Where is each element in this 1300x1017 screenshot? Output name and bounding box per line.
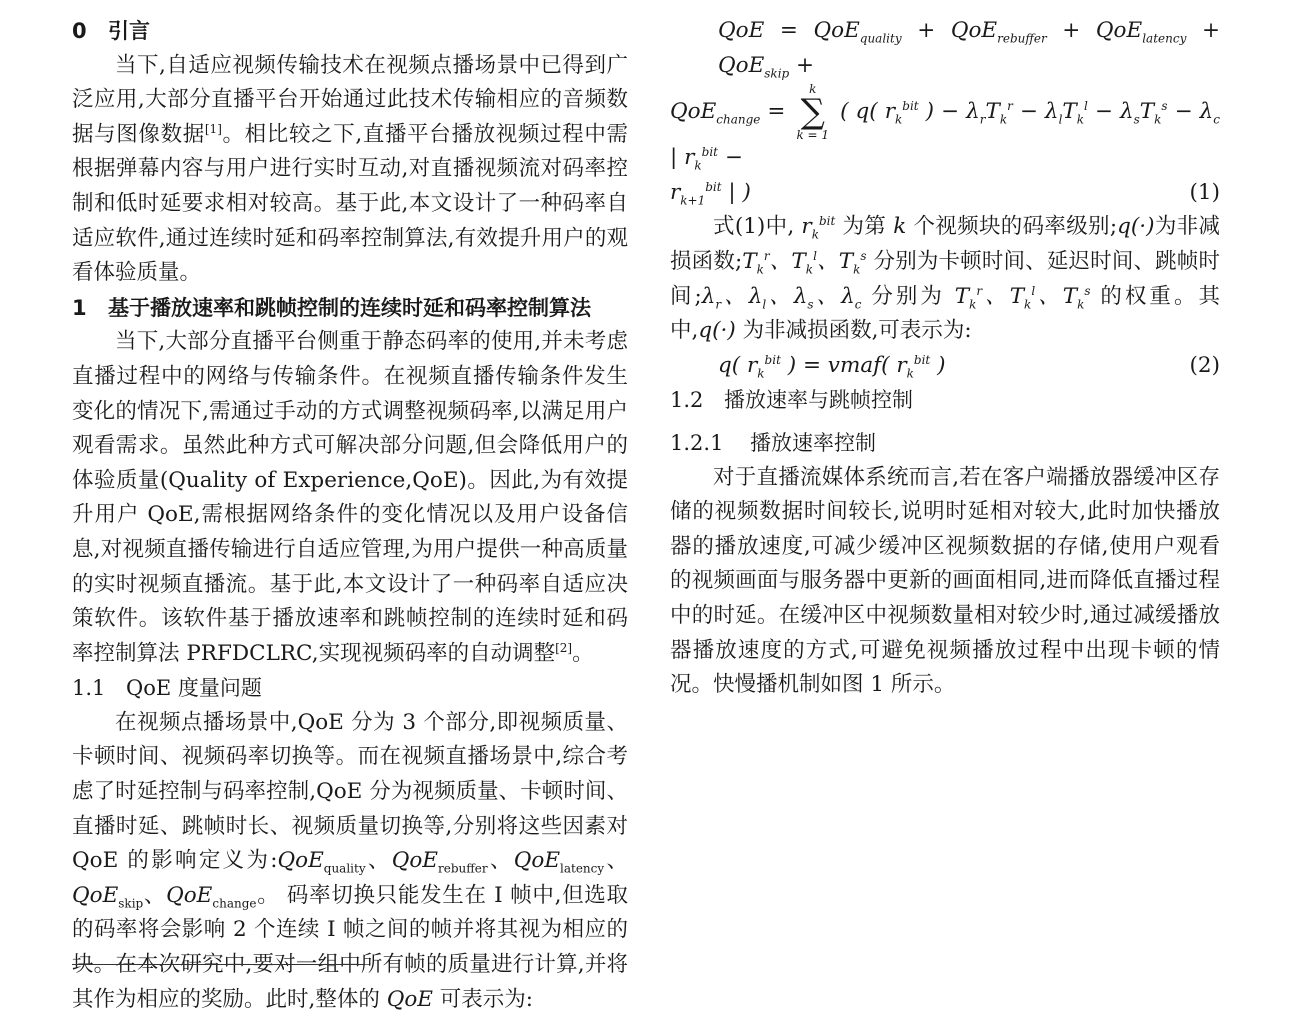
section1-2-heading xyxy=(670,383,1220,418)
section1-2-1-heading xyxy=(670,426,1220,461)
citation-1[interactable]: [1] xyxy=(204,121,222,136)
section1-2-1-heading-number: 1.2.1 xyxy=(670,430,724,455)
section1-1-paragraph: 在视频点播场景中,QoE 分为 3 个部分,即视频质量、卡顿时间、视频码率切换等。而在视频直播场景中,综合考虑了时延控制与码率控制,QoE 分为视频质量、卡顿时间、直播时延、跳帧时长、视频质量切换等,分别将这些因素对 QoE 的影响定义为:QoE$_{quality}$、QoE$_{rebuffer}$、QoE$_{latency}$、QoE$_{skip}$、QoE$_{change}$。 码率切换只能发生在 I 帧中,但选取的码率将会影响 2 个连续 I 帧之间的帧并将其视为相应的块。在本次研究中,要对一组中所有帧的质量进行计算,并将其作为相应的奖励。此时,整体的 QoE 可表示为: xyxy=(72,709,628,1012)
intro-heading-text: 引言 xyxy=(108,19,150,43)
section1-2-1-heading-text: 播放速率控制 xyxy=(750,430,876,455)
section1-heading-text: 基于播放速率和跳帧控制的连续时延和码率控制算法 xyxy=(108,295,591,320)
section1-2-heading-text: 播放速率与跳帧控制 xyxy=(724,388,913,413)
equation-1-line-1: QoE = QoE$_{quality}$ + QoE$_{rebuffer}$ + QoE$_{latency}$ + QoE$_{skip}$ + xyxy=(718,18,1220,80)
equation-2: q( $r_k^{bit}$ ) = vmaf( $r_k^{bit}$ ) (2) xyxy=(670,349,1220,384)
left-column xyxy=(72,14,628,1017)
section1-heading-number: 1 xyxy=(72,295,87,320)
citation-2[interactable]: [2] xyxy=(555,640,573,655)
footnote-divider xyxy=(72,964,364,965)
section1-1-heading xyxy=(72,671,628,706)
intro-heading-number: 0 xyxy=(72,19,87,43)
section1-2-1-paragraph: 对于直播流媒体系统而言,若在客户端播放器缓冲区存储的视频数据时间较长,说明时延相对较大,此时加快播放器的播放速度,可减少缓冲区视频数据的存储,使用户观看的视频画面与服务器中更新的画面相同,进而降低直播过程中的时延。在缓冲区中视频数量相对较少时,通过减缓播放器播放速度的方式,可避免视频播放过程中出现卡顿的情况。快慢播机制如图 1 所示。 xyxy=(670,464,1220,698)
equation-1-line-3: $r_{k+1}^{bit}$ | ) (1) xyxy=(670,176,1220,211)
right-column xyxy=(670,14,1220,703)
intro-heading xyxy=(72,14,628,49)
equation-2-number: (2) xyxy=(1189,352,1220,378)
section1-paragraph: 当下,大部分直播平台侧重于静态码率的使用,并未考虑直播过程中的网络与传输条件。在视频直播传输条件发生变化的情况下,需通过手动的方式调整视频码率,以满足用户观看需求。虽然此种方式可解决部分问题,但会降低用户的体验质量(Quality of Experience,QoE)。因此,为有效提升用户 QoE,需根据网络条件的变化情况以及用户设备信息,对视频直播传输进行自适应管理,为用户提供一种高质量的实时视频直播流。基于此,本文设计了一种码率自适应决策软件。该软件基于播放速率和跳帧控制的连续时延和码率控制算法 PRFDCLRC,实现视频码率的自动调整[2]。 xyxy=(72,329,628,666)
section1-1-heading-number: 1.1 xyxy=(72,676,106,701)
equation-1 xyxy=(670,14,1220,210)
section1-2-heading-number: 1.2 xyxy=(670,388,704,413)
intro-paragraph: 当下,自适应视频传输技术在视频点播场景中已得到广泛应用,大部分直播平台开始通过此技术传输相应的音频数据与图像数据[1]。相比较之下,直播平台播放视频过程中需根据弹幕内容与用户进行实时互动,对直播视频流对码率控制和低时延要求相对较高。基于此,本文设计了一种码率自适应软件,通过连续时延和码率控制算法,有效提升用户的观看体验质量。 xyxy=(72,52,628,286)
equation-1-number: (1) xyxy=(1189,179,1220,205)
section1-heading xyxy=(72,291,628,326)
equation-1-explanation: 式(1)中, $r_k^{bit}$ 为第 k 个视频块的码率级别;q(·)为非减损函数$;T_k^r$、$T_k^l$、$T_k^s$ 分别为卡顿时间、延迟时间、跳帧时间$;\lambda_r$、$\lambda_l$、$\lambda_s$、$\lambda_c$ 分别为 $T_k^r$、$T_k^l$、$T_k^s$ 的权重。其中,q(·) 为非减损函数,可表示为: xyxy=(670,214,1220,344)
section1-1-heading-text: QoE 度量问题 xyxy=(126,676,262,701)
equation-1-line-2: QoE$_{change}$ = k ∑ k = 1 ( q( $r_k^{bit}$ ) − $\lambda_rT_k^r - \lambda_lT_k^l - \lambda_sT_k^s - \lambda_c$ | $r_k^{bit}$ − xyxy=(670,82,1220,173)
summation-symbol: k ∑ k = 1 xyxy=(796,82,830,143)
